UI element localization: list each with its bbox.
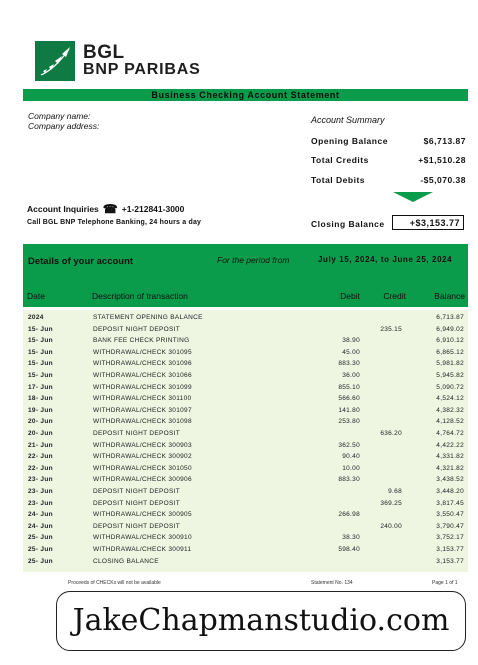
- table-row: [23, 500, 468, 512]
- details-header: [23, 244, 468, 307]
- opening-balance-value: $6,713.87: [423, 136, 466, 146]
- row-description: WITHDRAWAL/CHECK 300902: [93, 453, 192, 461]
- col-balance: Balance: [434, 291, 465, 301]
- row-debit: 45.00: [342, 348, 360, 356]
- row-date: 22- Jun: [28, 453, 53, 461]
- row-date: 19- Jun: [28, 406, 53, 414]
- table-row: [23, 546, 468, 558]
- row-credit: 9.68: [388, 488, 402, 495]
- bank-logo: [35, 41, 201, 81]
- row-balance: 5,945.82: [436, 372, 464, 379]
- row-balance: 4,382.32: [436, 406, 464, 414]
- inquiries-label: Account Inquiries: [27, 204, 99, 214]
- row-balance: 3,550.47: [436, 511, 464, 519]
- row-date: 2024: [28, 314, 44, 321]
- row-description: WITHDRAWAL/CHECK 300910: [93, 534, 192, 542]
- table-row: [23, 558, 468, 570]
- row-balance: 4,422.22: [436, 441, 464, 449]
- watermark-banner: JakeChapmanstudio.com: [56, 591, 466, 651]
- opening-balance-label: Opening Balance: [311, 136, 388, 146]
- row-description: WITHDRAWAL/CHECK 300903: [93, 441, 192, 449]
- row-description: DEPOSIT NIGHT DEPOSIT: [93, 430, 180, 437]
- table-row: [23, 384, 468, 396]
- row-date: 23- Jun: [28, 488, 53, 495]
- row-date: 15- Jun: [28, 337, 53, 345]
- footer-note: Proceeds of CHECKs will not be available: [68, 580, 161, 586]
- statement-number: Statement No. 134: [311, 580, 353, 586]
- row-date: 20- Jun: [28, 430, 53, 437]
- row-description: STATEMENT OPENING BALANCE: [93, 314, 203, 321]
- col-description: Description of transaction: [92, 291, 188, 301]
- row-date: 18- Jun: [28, 395, 53, 403]
- row-date: 22- Jun: [28, 464, 53, 472]
- table-row: [23, 442, 468, 454]
- row-debit: 38.30: [342, 534, 360, 542]
- table-row: [23, 511, 468, 523]
- row-debit: 566.60: [338, 395, 360, 403]
- row-balance: 3,448.20: [436, 488, 464, 495]
- bank-name-line1: BGL: [83, 42, 125, 63]
- row-description: WITHDRAWAL/CHECK 301097: [93, 406, 192, 414]
- table-row: [23, 372, 468, 384]
- row-balance: 6,910.12: [436, 337, 464, 345]
- table-row: [23, 465, 468, 477]
- row-credit: 636.20: [380, 430, 402, 437]
- row-date: 25- Jun: [28, 546, 53, 553]
- table-row: [23, 453, 468, 465]
- row-date: 24- Jun: [28, 522, 53, 530]
- row-debit: 598.40: [338, 546, 360, 553]
- row-balance: 3,752.17: [436, 534, 464, 542]
- statement-title: Business Checking Account Statement: [23, 89, 468, 101]
- row-description: WITHDRAWAL/CHECK 301095: [93, 348, 192, 356]
- row-balance: 3,817.45: [436, 499, 464, 507]
- call-text: Call BGL BNP Telephone Banking, 24 hours a day: [27, 219, 202, 226]
- row-credit: 240.00: [380, 522, 402, 530]
- col-date: Date: [27, 291, 45, 301]
- row-date: 15- Jun: [28, 372, 53, 379]
- opening-balance-row: [311, 136, 466, 146]
- details-heading: Details of your account: [28, 256, 134, 267]
- row-balance: 5,981.82: [436, 360, 464, 368]
- row-date: 21- Jun: [28, 441, 53, 449]
- row-balance: 3,153.77: [436, 557, 464, 565]
- row-debit: 253.80: [338, 418, 360, 426]
- total-credits-label: Total Credits: [311, 155, 369, 165]
- row-balance: 4,524.12: [436, 395, 464, 403]
- total-debits-label: Total Debits: [311, 175, 366, 185]
- row-description: WITHDRAWAL/CHECK 300906: [93, 476, 192, 484]
- row-date: 25- Jun: [28, 557, 53, 565]
- row-date: 15- Jun: [28, 325, 53, 333]
- bnp-stars-icon: [35, 41, 75, 81]
- table-row: [23, 314, 468, 326]
- row-debit: 36.00: [342, 372, 360, 379]
- row-debit: 855.10: [338, 383, 360, 391]
- transactions-table: [23, 310, 468, 572]
- col-credit: Credit: [383, 291, 406, 301]
- table-row: [23, 337, 468, 349]
- table-row: [23, 407, 468, 419]
- row-date: 23- Jun: [28, 499, 53, 507]
- row-balance: 4,331.82: [436, 453, 464, 461]
- period-label: For the period from: [217, 255, 290, 265]
- row-description: WITHDRAWAL/CHECK 301096: [93, 360, 192, 368]
- table-row: [23, 534, 468, 546]
- total-debits-value: -$5,070.38: [420, 175, 466, 185]
- page-number: Page 1 of 1: [432, 580, 458, 586]
- inquiries-phone: +1-212841-3000: [121, 204, 185, 214]
- row-description: WITHDRAWAL/CHECK 300905: [93, 511, 192, 519]
- row-balance: 3,790.47: [436, 522, 464, 530]
- summary-arrow-icon: [393, 192, 433, 202]
- row-balance: 3,438.52: [436, 476, 464, 484]
- row-description: WITHDRAWAL/CHECK 301098: [93, 418, 192, 426]
- period-dates: July 15, 2024, to June 25, 2024: [318, 255, 453, 264]
- company-address-label: Company address:: [28, 121, 100, 131]
- row-date: 20- Jun: [28, 418, 53, 426]
- row-description: WITHDRAWAL/CHECK 301100: [93, 395, 192, 403]
- table-row: [23, 523, 468, 535]
- row-description: WITHDRAWAL/CHECK 301066: [93, 372, 192, 379]
- row-debit: 266.98: [338, 511, 360, 519]
- row-balance: 6,713.87: [436, 314, 464, 321]
- row-date: 25- Jun: [28, 534, 53, 542]
- table-row: [23, 418, 468, 430]
- row-description: DEPOSIT NIGHT DEPOSIT: [93, 522, 180, 530]
- row-date: 15- Jun: [28, 360, 53, 368]
- row-date: 24- Jun: [28, 511, 53, 519]
- table-row: [23, 476, 468, 488]
- row-description: CLOSING BALANCE: [93, 557, 159, 565]
- closing-balance-value: +$3,153.77: [392, 215, 464, 230]
- row-balance: 4,764.72: [436, 430, 464, 437]
- row-debit: 90.40: [342, 453, 360, 461]
- row-balance: 4,128.52: [436, 418, 464, 426]
- table-row: [23, 360, 468, 372]
- summary-heading: Account Summary: [311, 115, 385, 125]
- row-balance: 4,321.82: [436, 464, 464, 472]
- row-debit: 883.30: [338, 476, 360, 484]
- row-debit: 38.90: [342, 337, 360, 345]
- row-description: WITHDRAWAL/CHECK 301099: [93, 383, 192, 391]
- table-row: [23, 395, 468, 407]
- row-description: WITHDRAWAL/CHECK 301050: [93, 464, 192, 472]
- bank-name-line2: BNP PARIBAS: [83, 61, 201, 78]
- company-block: [28, 111, 99, 131]
- table-row: [23, 488, 468, 500]
- total-debits-row: [311, 175, 466, 185]
- row-description: DEPOSIT NIGHT DEPOSIT: [93, 325, 180, 333]
- row-description: BANK FEE CHECK PRINTING: [93, 337, 190, 345]
- row-date: 17- Jun: [28, 383, 53, 391]
- company-name-label: Company name:: [28, 111, 91, 121]
- row-date: 23- Jun: [28, 476, 53, 484]
- row-balance: 3,153.77: [436, 546, 464, 553]
- row-date: 15- Jun: [28, 348, 53, 356]
- col-debit: Debit: [340, 291, 360, 301]
- total-credits-value: +$1,510.28: [418, 155, 466, 165]
- row-credit: 369.25: [380, 499, 402, 507]
- row-balance: 6,865.12: [436, 348, 464, 356]
- row-description: DEPOSIT NIGHT DEPOSIT: [93, 499, 180, 507]
- closing-balance-label: Closing Balance: [311, 219, 385, 229]
- table-row: [23, 349, 468, 361]
- row-debit: 10.00: [342, 464, 360, 472]
- row-description: DEPOSIT NIGHT DEPOSIT: [93, 488, 180, 495]
- table-row: [23, 326, 468, 338]
- table-row: [23, 430, 468, 442]
- row-balance: 5,090.72: [436, 383, 464, 391]
- row-credit: 235.15: [380, 325, 402, 333]
- row-description: WITHDRAWAL/CHECK 300911: [93, 546, 192, 553]
- total-credits-row: [311, 155, 466, 165]
- row-debit: 883.30: [338, 360, 360, 368]
- phone-icon: ☎: [102, 202, 118, 216]
- account-inquiries: [27, 202, 184, 216]
- row-debit: 362.50: [338, 441, 360, 449]
- row-debit: 141.80: [338, 406, 360, 414]
- row-balance: 6,949.02: [436, 325, 464, 333]
